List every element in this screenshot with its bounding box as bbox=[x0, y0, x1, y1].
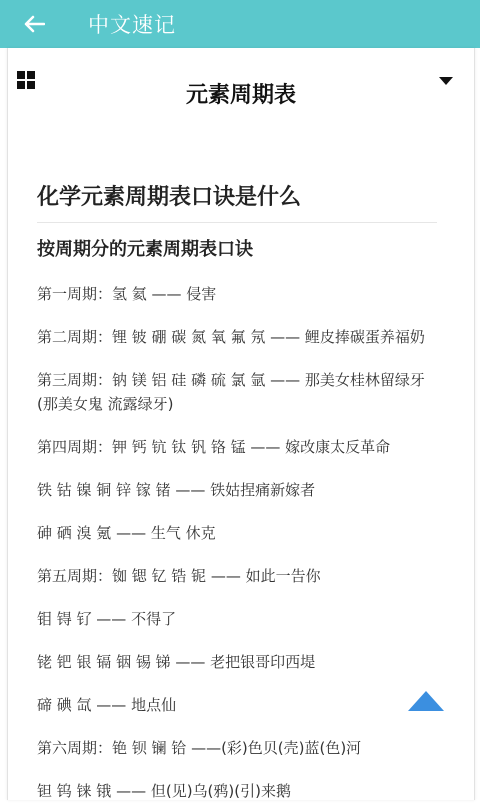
text-line: 第六周期：铯 钡 镧 铪 ——(彩)色贝(壳)蓝(色)河 bbox=[37, 739, 362, 757]
text-line: 碲 碘 氙 —— 地点仙 bbox=[37, 696, 177, 714]
text-line: 钽 钨 铼 锇 —— 但(见)乌(鸦)(引)来鹅 bbox=[37, 782, 291, 800]
app-bar bbox=[0, 0, 480, 48]
caret-down-icon[interactable] bbox=[438, 75, 454, 87]
triangle-up-icon[interactable] bbox=[407, 690, 445, 712]
text-line: 第一周期：氢 氦 —— 侵害 bbox=[37, 285, 217, 303]
text-line: 钼 锝 钌 —— 不得了 bbox=[37, 610, 177, 628]
article-heading: 化学元素周期表口诀是什么 bbox=[37, 184, 437, 223]
article-body bbox=[37, 184, 437, 803]
back-button[interactable] bbox=[16, 8, 52, 40]
text-line: 砷 硒 溴 氪 —— 生气 休克 bbox=[37, 524, 216, 542]
text-line: 铁 钴 镍 铜 锌 镓 锗 —— 铁姑捏痛新嫁者 bbox=[37, 481, 316, 499]
arrow-left-icon bbox=[23, 15, 45, 33]
text-line: 铑 钯 银 镉 铟 锡 锑 —— 老把银哥印西堤 bbox=[37, 653, 316, 671]
app-title: 中文速记 bbox=[88, 13, 176, 37]
content-card bbox=[7, 48, 475, 800]
article-subheading: 按周期分的元素周期表口诀 bbox=[37, 239, 253, 260]
page-title: 元素周期表 bbox=[185, 83, 296, 108]
text-line: 第五周期：铷 锶 钇 锆 铌 —— 如此一告你 bbox=[37, 567, 321, 585]
text-line: 第四周期：钾 钙 钪 钛 钒 铬 锰 —— 嫁改康太反革命 bbox=[37, 438, 391, 456]
text-line: 第二周期：锂 铍 硼 碳 氮 氧 氟 氖 —— 鲤皮捧碳蛋养福奶 bbox=[37, 328, 425, 346]
text-line: 第三周期：钠 镁 铝 硅 磷 硫 氯 氩 —— 那美女桂林留绿牙(那美女鬼 流露绿牙) bbox=[37, 371, 425, 413]
